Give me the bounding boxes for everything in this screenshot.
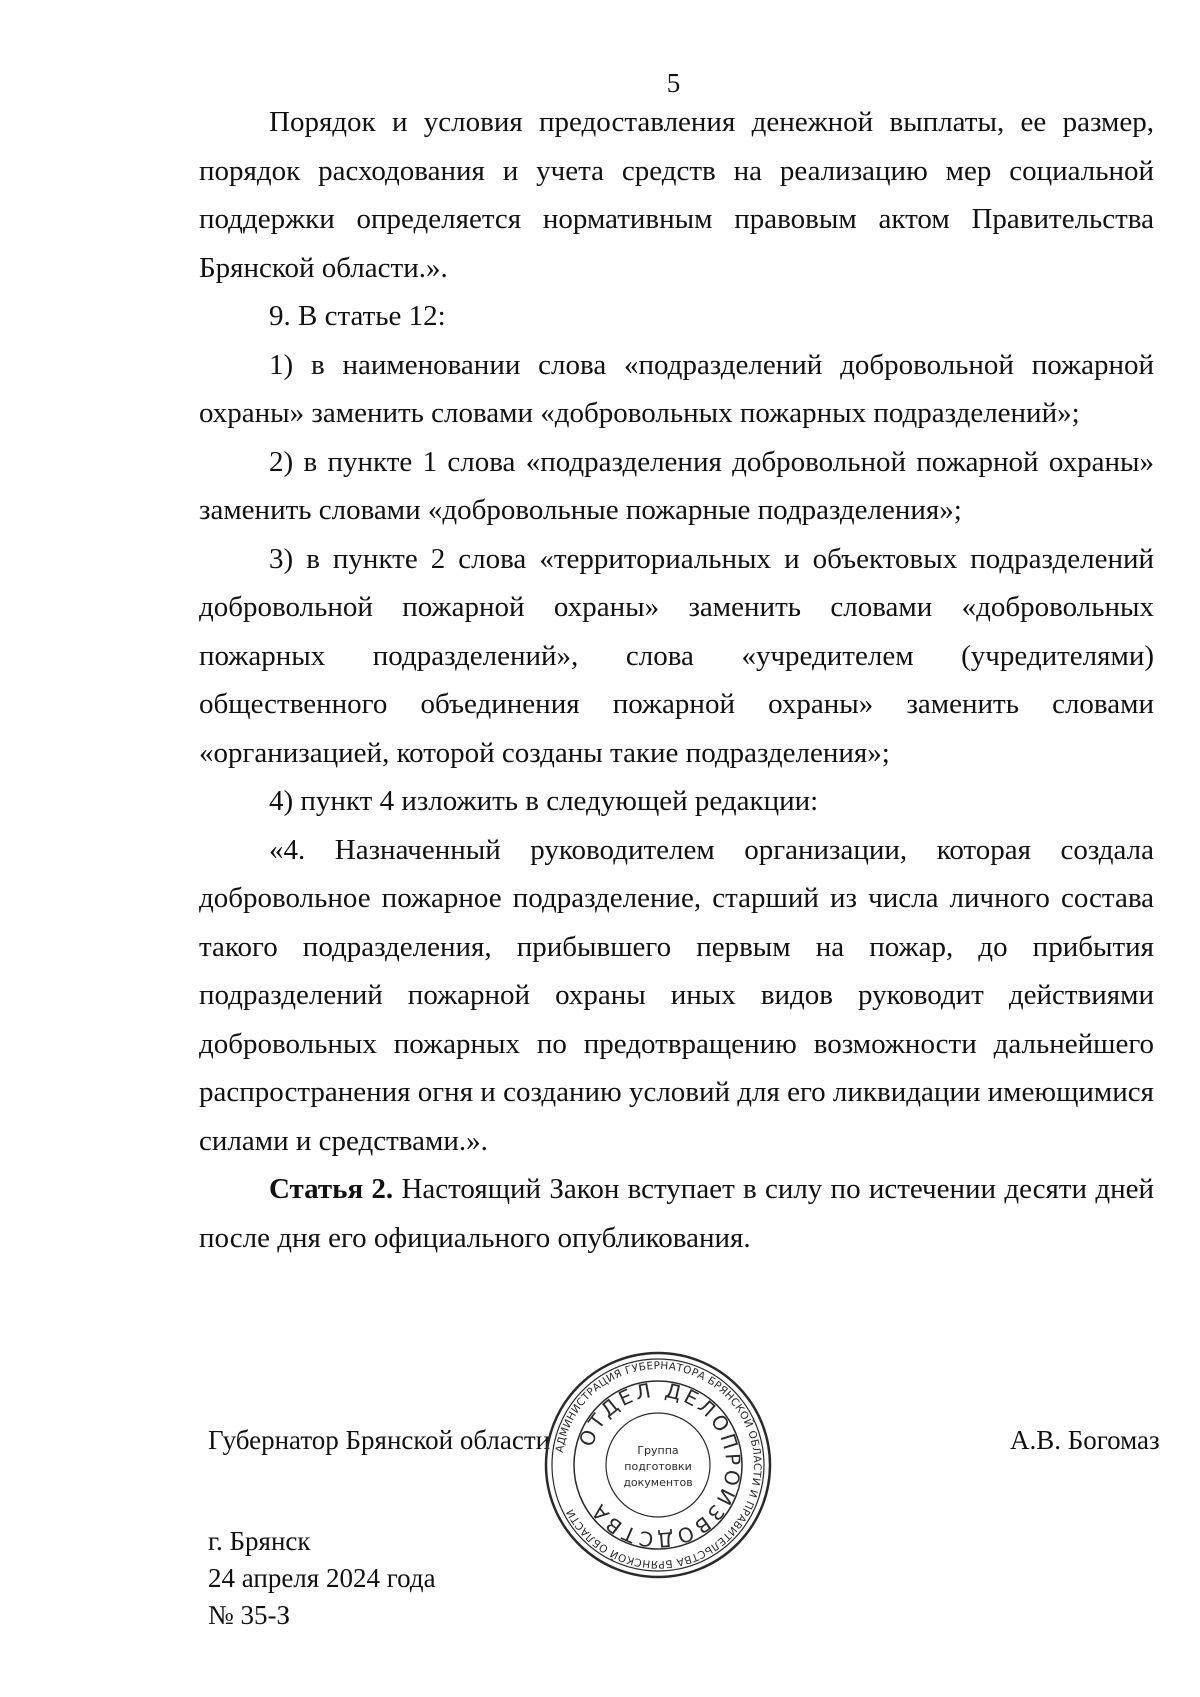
seal-inner-text: ОТДЕЛ ДЕЛОПРОИЗВОДСТВА	[573, 1377, 746, 1553]
seal-center-line-1: Группа	[637, 1444, 679, 1457]
paragraph: 2) в пункте 1 слова «подразделения добровольной пожарной охраны» заменить словами «добровольные пожарные подразделения»;	[199, 445, 1154, 526]
signatory-title: Губернатор Брянской области	[208, 1425, 551, 1455]
paragraph: 9. В статье 12:	[269, 300, 446, 332]
city: г. Брянск	[208, 1526, 311, 1556]
paragraph: Порядок и условия предоставления денежной выплаты, ее размер, порядок расходования и учета средств на реализацию мер социальной поддержки определяется нормативным правовым актом Правительства Брянской области.».	[199, 106, 1154, 284]
article-2-paragraph	[199, 1165, 1154, 1262]
law-number: № 35-З	[208, 1600, 291, 1630]
document-body	[199, 98, 1154, 1262]
paragraph: 3) в пункте 2 слова «территориальных и объектовых подразделений добровольной пожарной охраны» заменить словами «добровольных пожарных подразделений», слова «учредителем (учредителями) общественного объединения пожарной охраны» заменить словами «организацией, которой созданы такие подразделения»;	[199, 542, 1154, 769]
place-date-number	[208, 1523, 436, 1634]
seal-center-line-3: документов	[623, 1476, 693, 1489]
official-seal	[543, 1350, 773, 1580]
date: 24 апреля 2024 года	[208, 1563, 436, 1593]
paragraph: «4. Назначенный руководителем организации, которая создала добровольное пожарное подразделение, старший из числа личного состава такого подразделения, прибывшего первым на пожар, до прибытия подразделений пожарной охраны иных видов руководит действиями добровольных пожарных по предотвращению возможности дальнейшего распространения огня и созданию условий для его ликвидации имеющимися силами и средствами.».	[199, 833, 1154, 1157]
paragraph: 4) пункт 4 изложить в следующей редакции:	[269, 785, 819, 817]
page-number: 5	[666, 68, 681, 98]
seal-outer-text: АДМИНИСТРАЦИЯ ГУБЕРНАТОРА БРЯНСКОЙ ОБЛАСТИ И ПРАВИТЕЛЬСТВА БРЯНСКОЙ ОБЛАСТИ	[553, 1359, 764, 1571]
article-2-label: Статья 2.	[269, 1173, 394, 1205]
article-2-text: Настоящий Закон вступает в силу по истечении десяти дней после дня его официального опубликования.	[199, 1173, 1154, 1254]
paragraph: 1) в наименовании слова «подразделений добровольной пожарной охраны» заменить словами «добровольных пожарных подразделений»;	[199, 348, 1154, 429]
signatory-name: А.В. Богомаз	[1010, 1425, 1160, 1455]
seal-center-line-2: подготовки	[624, 1460, 692, 1473]
